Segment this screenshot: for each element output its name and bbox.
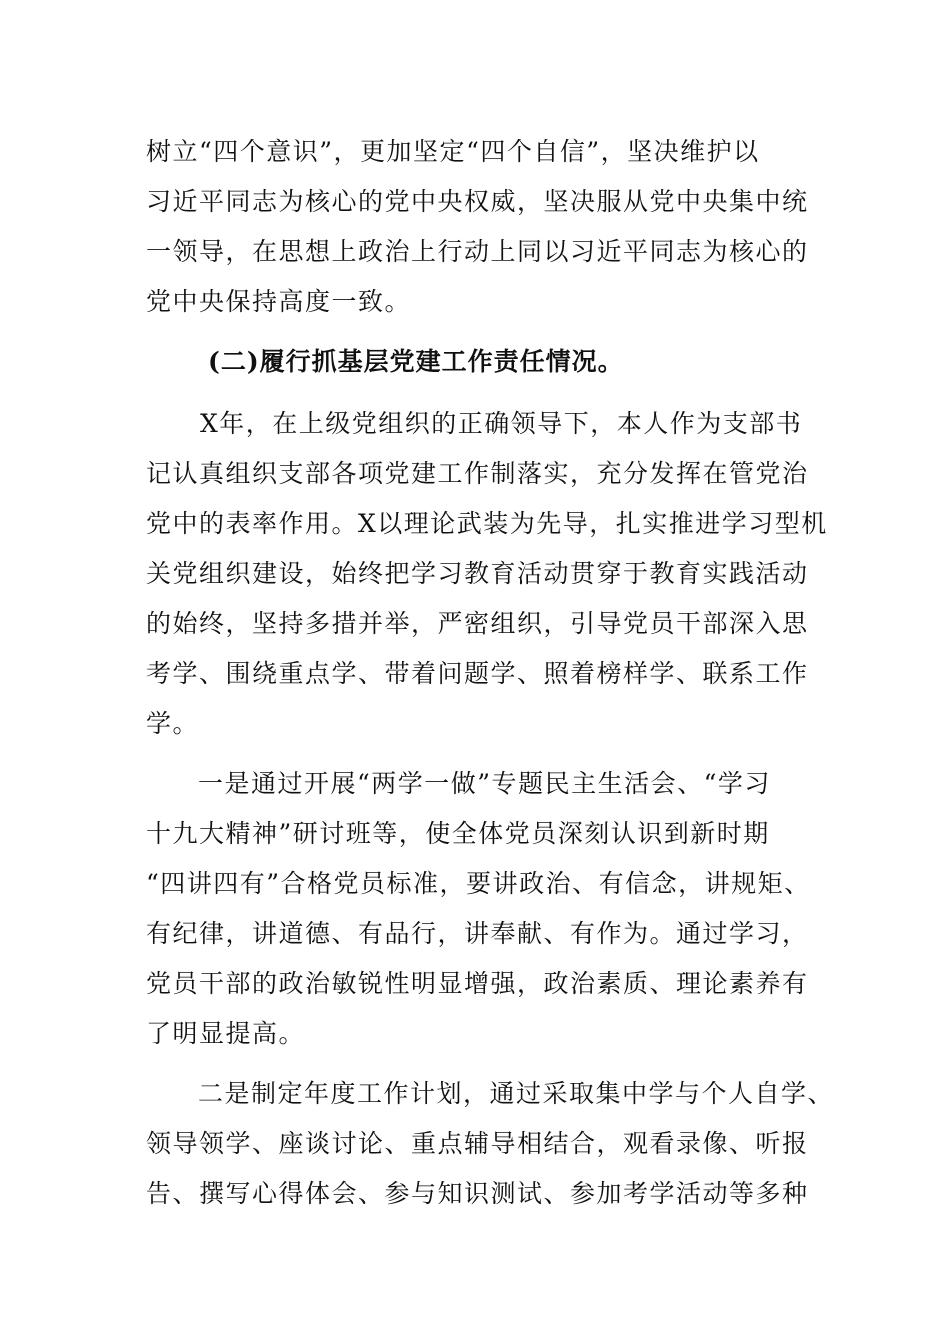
para3-line-3: 告、撰写心得体会、参与知识测试、参加考学活动等多种 [146, 1179, 809, 1208]
section-heading: (二)履行抓基层党建工作责任情况。 [208, 347, 624, 376]
intro-line-2: 习近平同志为核心的党中央权威，坚决服从党中央集中统 [146, 187, 809, 216]
para2-line-3: “四讲四有”合格党员标准，要讲政治、有信念，讲规矩、 [146, 869, 811, 898]
intro-line-4: 党中央保持高度一致。 [146, 287, 412, 316]
para1-line-2: 记认真组织支部各项党建工作制落实，充分发挥在管党治 [146, 459, 809, 488]
para2-line-4: 有纪律，讲道德、有品行，讲奉献、有作为。通过学习， [146, 919, 809, 948]
para1-line-6: 考学、围绕重点学、带着问题学、照着榜样学、联系工作 [146, 659, 809, 688]
para3-line-1: 二是制定年度工作计划，通过采取集中学与个人自学、 [198, 1079, 835, 1108]
intro-line-1: 树立“四个意识”，更加坚定“四个自信”，坚决维护以 [146, 137, 760, 166]
para2-line-6: 了明显提高。 [146, 1019, 306, 1048]
para1-line-5: 的始终，坚持多措并举，严密组织，引导党员干部深入思 [146, 609, 809, 638]
intro-line-3: 一领导，在思想上政治上行动上同以习近平同志为核心的 [146, 237, 809, 266]
para1-line-7: 学。 [146, 709, 200, 738]
para1-line-4: 关党组织建设，始终把学习教育活动贯穿于教育实践活动 [146, 559, 809, 588]
para1-line-3: 党中的表率作用。X以理论武装为先导，扎实推进学习型机 [146, 509, 828, 538]
para2-line-1: 一是通过开展“两学一做”专题民主生活会、“学习 [198, 769, 771, 798]
para1-line-1: X年，在上级党组织的正确领导下，本人作为支部书 [200, 409, 803, 438]
para2-line-5: 党员干部的政治敏锐性明显增强，政治素质、理论素养有 [146, 969, 809, 998]
para2-line-2: 十九大精神”研讨班等，使全体党员深刻认识到新时期 [146, 819, 770, 848]
para3-line-2: 领导领学、座谈讨论、重点辅导相结合，观看录像、听报 [146, 1129, 809, 1158]
